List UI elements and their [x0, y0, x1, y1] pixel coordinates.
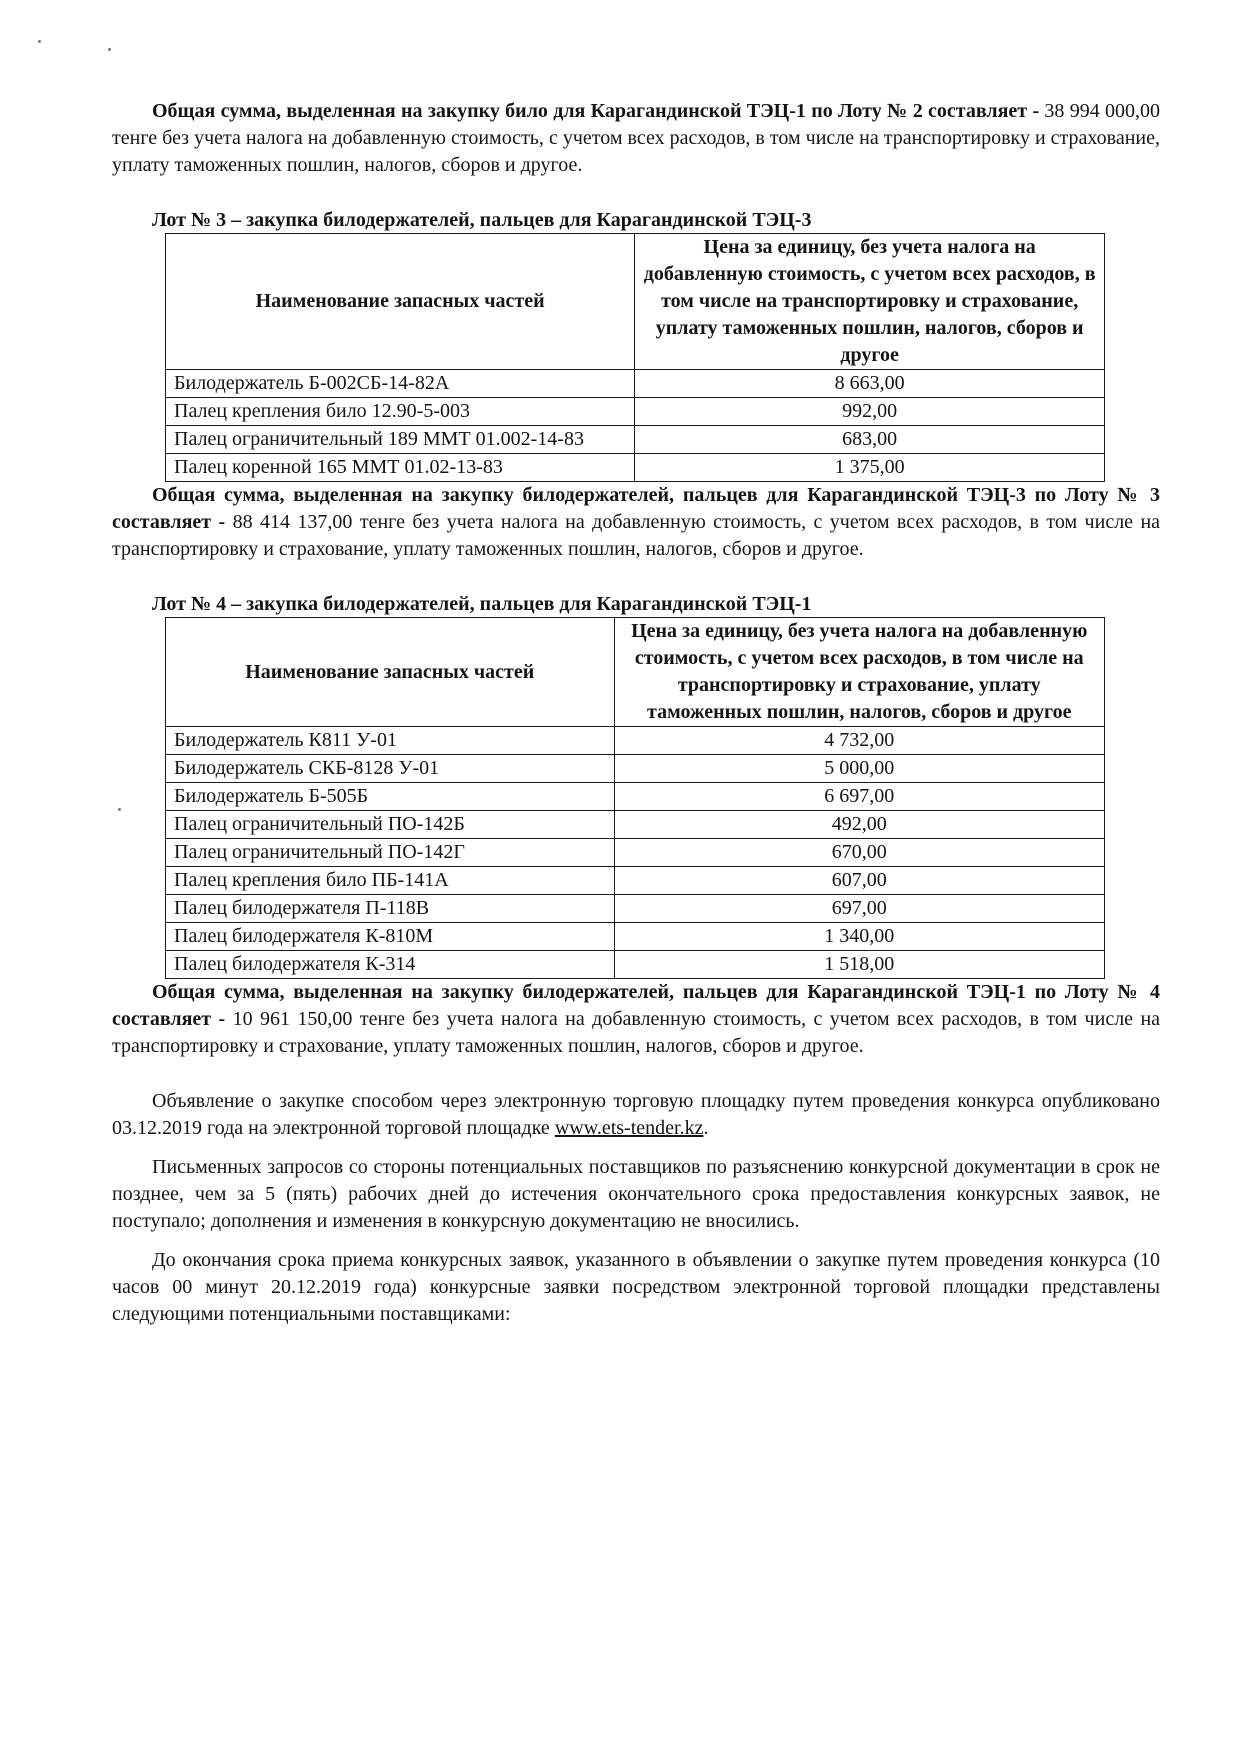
- lot2-total-amount: 38 994 000,00: [1044, 100, 1161, 122]
- part-price: 1 518,00: [614, 951, 1104, 979]
- table-row: [166, 783, 1105, 811]
- part-price: 992,00: [635, 398, 1105, 426]
- lot3-total-paragraph: [112, 482, 1160, 563]
- lot3-heading: Лот № 3 – закупка билодержателей, пальцев для Карагандинской ТЭЦ-3: [152, 209, 812, 231]
- lot3-col-name: Наименование запасных частей: [166, 234, 635, 370]
- requests-paragraph: Письменных запросов со стороны потенциальных поставщиков по разъяснению конкурсной документации в срок не позднее, чем за 5 (пять) рабочих дней до истечения окончательного срока предоставления конкурсных заявок, не поступало; дополнения и изменения в конкурсную документацию не вносились.: [112, 1156, 1160, 1232]
- part-price: 1 340,00: [614, 923, 1104, 951]
- lot3-col-price: Цена за единицу, без учета налога на добавленную стоимость, с учетом всех расходов, в том числе на транспортировку и страхование, уплату таможенных пошлин, налогов, сборов и другое: [635, 234, 1105, 370]
- part-price: 6 697,00: [614, 783, 1104, 811]
- part-price: 8 663,00: [635, 370, 1105, 398]
- part-name: Палец ограничительный ПО-142Б: [166, 811, 615, 839]
- table-row: [166, 811, 1105, 839]
- lot4-col-price: Цена за единицу, без учета налога на добавленную стоимость, с учетом всех расходов, в том числе на транспортировку и страхование, уплату таможенных пошлин, налогов, сборов и другое: [614, 618, 1104, 727]
- table-row: [166, 454, 1105, 482]
- lot4-total-paragraph: [112, 979, 1160, 1060]
- part-name: Палец билодержателя К-314: [166, 951, 615, 979]
- table-row: [166, 839, 1105, 867]
- part-price: 683,00: [635, 426, 1105, 454]
- lot2-total-lead: Общая сумма, выделенная на закупку било для Карагандинской ТЭЦ-1 по Лоту № 2 составляет -: [152, 100, 1040, 122]
- lot3-total-lead: Общая сумма, выделенная на закупку билодержателей, пальцев для Карагандинской ТЭЦ-3 по Лоту № 3 составляет -: [112, 484, 1160, 533]
- announcement-text: Объявление о закупке способом через электронную торговую площадку путем проведения конкурса опубликовано 03.12.2019 года на электронной торговой площадке: [112, 1090, 1160, 1139]
- table-header-row: [166, 234, 1105, 370]
- part-price: 4 732,00: [614, 727, 1104, 755]
- lot3-total-amount: 88 414 137,00: [232, 511, 353, 533]
- part-name: Билодержатель Б-002СБ-14-82А: [166, 370, 635, 398]
- document-page: [112, 98, 1160, 1328]
- part-name: Палец билодержателя К-810М: [166, 923, 615, 951]
- announcement-tail: .: [703, 1117, 709, 1139]
- part-name: Палец ограничительный ПО-142Г: [166, 839, 615, 867]
- table-row: [166, 923, 1105, 951]
- lot4-col-name: Наименование запасных частей: [166, 618, 615, 727]
- part-name: Палец ограничительный 189 ММТ 01.002-14-83: [166, 426, 635, 454]
- part-name: Палец билодержателя П-118В: [166, 895, 615, 923]
- table-row: [166, 426, 1105, 454]
- table-row: [166, 727, 1105, 755]
- lot4-total-lead: Общая сумма, выделенная на закупку билодержателей, пальцев для Карагандинской ТЭЦ-1 по Лоту № 4 составляет -: [112, 981, 1160, 1030]
- lot4-table: [165, 617, 1105, 979]
- lot2-total-rest: тенге без учета налога на добавленную стоимость, с учетом всех расходов, в том числе на транспортировку и страхование, уплату таможенных пошлин, налогов, сборов и другое.: [112, 127, 1160, 176]
- part-name: Билодержатель К811 У-01: [166, 727, 615, 755]
- lot3-table: [165, 233, 1105, 482]
- table-row: [166, 895, 1105, 923]
- deadline-paragraph: До окончания срока приема конкурсных заявок, указанного в объявлении о закупке путем проведения конкурса (10 часов 00 минут 20.12.2019 года) конкурсные заявки посредством электронной торговой площадки представлены следующими потенциальными поставщиками:: [112, 1249, 1160, 1325]
- part-price: 5 000,00: [614, 755, 1104, 783]
- part-name: Билодержатель СКБ-8128 У-01: [166, 755, 615, 783]
- table-header-row: [166, 618, 1105, 727]
- part-price: 1 375,00: [635, 454, 1105, 482]
- part-name: Палец крепления било ПБ-141А: [166, 867, 615, 895]
- part-price: 607,00: [614, 867, 1104, 895]
- table-row: [166, 755, 1105, 783]
- part-price: 697,00: [614, 895, 1104, 923]
- table-row: [166, 398, 1105, 426]
- part-price: 492,00: [614, 811, 1104, 839]
- table-row: [166, 951, 1105, 979]
- table-row: [166, 867, 1105, 895]
- lot3-total-rest: тенге без учета налога на добавленную стоимость, с учетом всех расходов, в том числе на транспортировку и страхование, уплату таможенных пошлин, налогов, сборов и другое.: [112, 511, 1161, 560]
- lot2-total-paragraph: [112, 98, 1160, 179]
- table-row: [166, 370, 1105, 398]
- part-name: Палец крепления било 12.90-5-003: [166, 398, 635, 426]
- scan-speck: [108, 48, 111, 51]
- part-price: 670,00: [614, 839, 1104, 867]
- ets-tender-link[interactable]: www.ets-tender.kz: [554, 1117, 704, 1139]
- scan-speck: [38, 40, 41, 43]
- part-name: Билодержатель Б-505Б: [166, 783, 615, 811]
- part-name: Палец коренной 165 ММТ 01.02-13-83: [166, 454, 635, 482]
- lot4-heading: Лот № 4 – закупка билодержателей, пальцев для Карагандинской ТЭЦ-1: [152, 593, 812, 615]
- announcement-paragraph: [112, 1088, 1160, 1142]
- lot4-total-amount: 10 961 150,00: [232, 1008, 353, 1030]
- lot4-total-rest: тенге без учета налога на добавленную стоимость, с учетом всех расходов, в том числе на транспортировку и страхование, уплату таможенных пошлин, налогов, сборов и другое.: [112, 1008, 1161, 1057]
